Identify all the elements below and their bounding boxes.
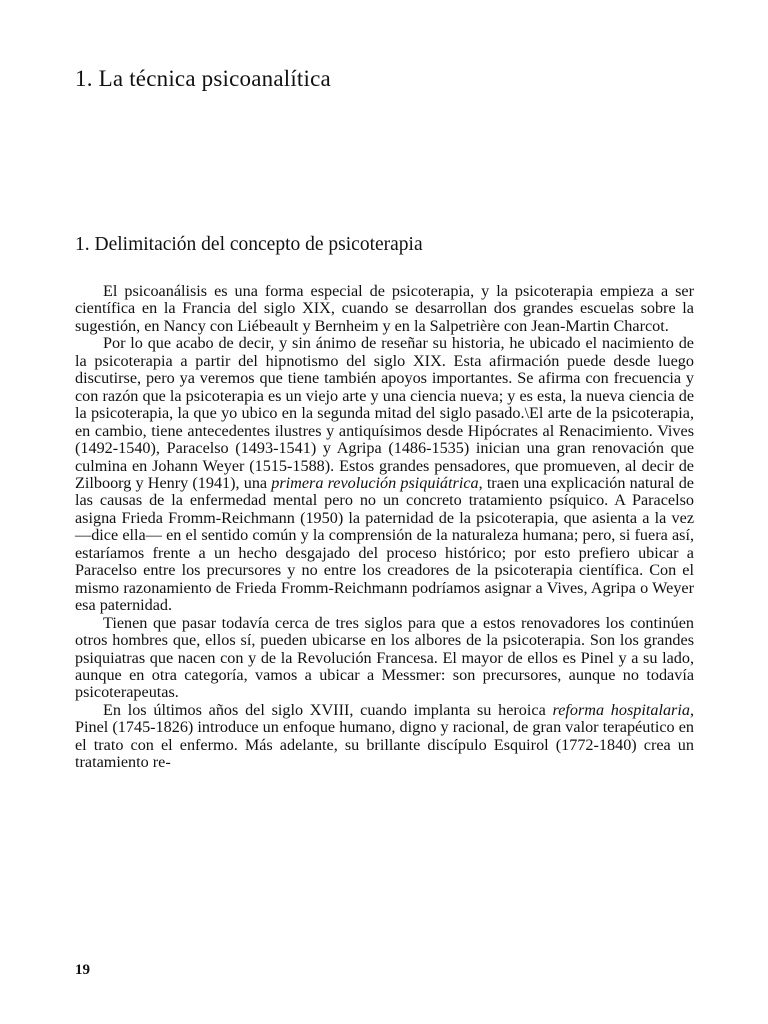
paragraph-1: El psicoanálisis es una forma especial de psicoterapia, y la psicoterapia empieza a ser científica en la Francia del siglo XIX, cuando se desarrollan dos grandes escuelas sobre la sugestión, en Nancy con Liébeault y Bernheim y en la Salpetrière con Jean-Martin Charcot. (75, 282, 694, 335)
paragraph-4 (75, 702, 694, 772)
paragraph-4-part-2: , Pinel (1745-1826) introduce un enfoque humano, digno y racional, de gran valor terapéutico en el trato con el enfermo. Más adelante, su brillante discípulo Esquirol (1772-1840) crea un tratamiento re- (75, 700, 694, 772)
section-title: 1. Delimitación del concepto de psicoterapia (75, 234, 423, 255)
paragraph-4-emphasis: reforma hospitalaria (552, 700, 690, 719)
paragraph-2-emphasis: primera revolución psiquiátrica (271, 473, 479, 492)
page-number: 19 (75, 962, 90, 978)
paragraph-4-part-1: En los últimos años del siglo XVIII, cuando implanta su heroica (103, 700, 553, 719)
paragraph-3: Tienen que pasar todavía cerca de tres siglos para que a estos renovadores los continúen otros hombres que, ellos sí, pueden ubicarse en los albores de la psicoterapia. Son los grandes psiquiatras que nacen con y de la Revolución Francesa. El mayor de ellos es Pinel y a su lado, aunque en otra categoría, vamos a ubicar a Messmer: son precursores, aunque no todavía psicoterapeutas. (75, 613, 694, 702)
paragraph-2-part-1: Por lo que acabo de decir, y sin ánimo de reseñar su historia, he ubicado el nacimiento de la psicoterapia a partir del hipnotismo del siglo XIX. Esta afirmación puede desde luego discutirse, pero ya veremos que tiene también apoyos importantes. Se afirma con frecuencia y con razón que la psicoterapia es un viejo arte y una ciencia nueva; y es esta, la nueva ciencia de la psicoterapia, la que yo ubico en la segunda mitad del siglo pasado.\El arte de la psicoterapia, en cambio, tiene antecedentes ilustres y antiquísimos desde Hipócrates al Renacimiento. Vives (1492-1540), Paracelso (1493-1541) y Agripa (1486-1535) inician una gran renovación que culmina en Johann Weyer (1515-1588). Estos grandes pensadores, que promueven, al decir de Zilboorg y Henry (1941), una (75, 334, 694, 492)
chapter-title: 1. La técnica psicoanalítica (75, 66, 331, 91)
paragraph-2 (75, 335, 694, 614)
body-text (75, 283, 694, 772)
paragraph-2-part-2: , traen una explicación natural de las causas de la enfermedad mental pero no un concreto tratamiento psíquico. A Paracelso asigna Frieda Fromm-Reichmann (1950) la paternidad de la psicoterapia, que asienta a la vez —dice ella— en el sentido común y la comprensión de la naturaleza humana; pero, si fuera así, estaríamos frente a un hecho desgajado del proceso histórico; por esto prefiero ubicar a Paracelso entre los precursores y no entre los creadores de la psicoterapia científica. Con el mismo razonamiento de Frieda Fromm-Reichmann podríamos asignar a Vives, Agripa o Weyer esa paternidad. (75, 473, 694, 615)
